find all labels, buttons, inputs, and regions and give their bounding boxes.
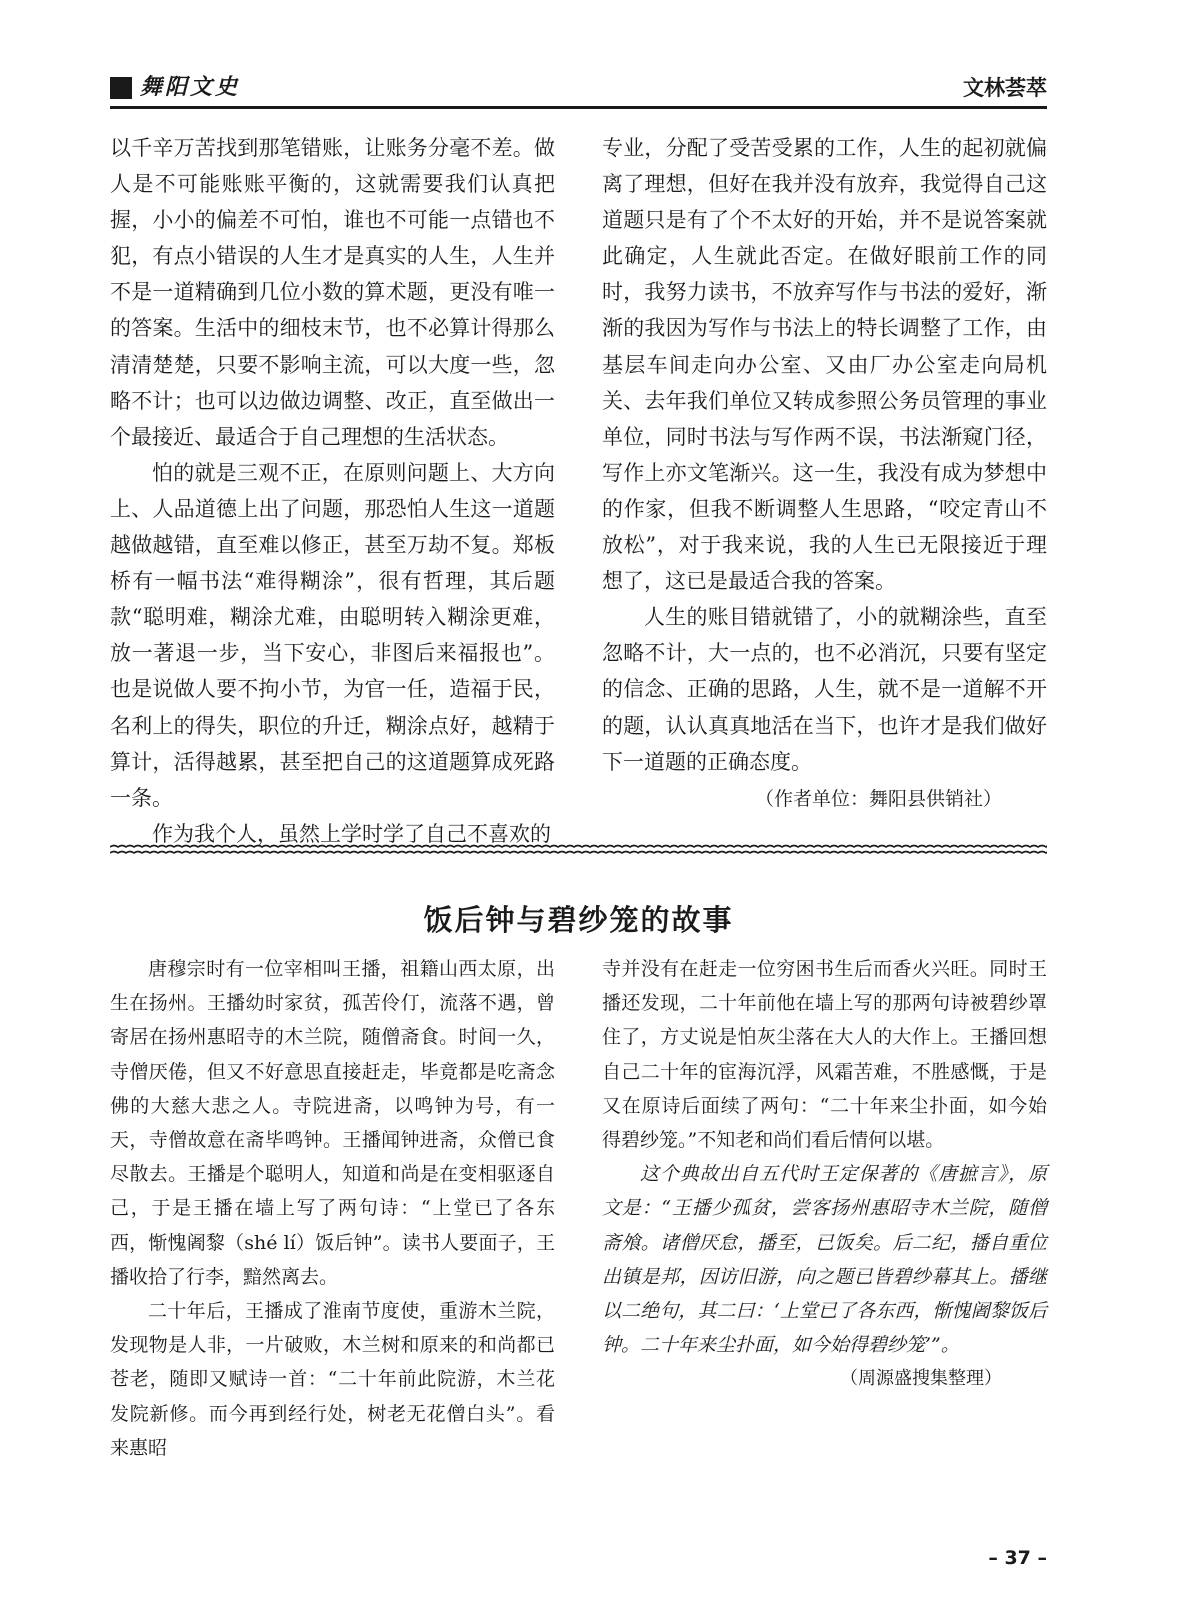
article1-right-column — [602, 130, 1047, 817]
journal-name: 舞阳文史 — [140, 75, 241, 100]
author-signature: （周源盛搜集整理） — [840, 1368, 1002, 1390]
paragraph: 唐穆宗时有一位宰相叫王播，祖籍山西太原，出生在扬州。王播幼时家贫，孤苦伶仃，流落不遇，曾寄居在扬州惠昭寺的木兰院，随僧斋食。时间一久，寺僧厌倦，但又不好意思直接赶走，毕竟都是吃斋念佛的大慈大悲之人。寺院进斋，以鸣钟为号，有一天，寺僧故意在斋毕鸣钟。王播闻钟进斋，众僧已食尽散去。王播是个聪明人，知道和尚是在变相驱逐自己，于是王播在墙上写了两句诗：“上堂已了各东西，惭愧阇黎（shé lí）饭后钟”。读书人要面子，王播收拾了行李，黯然离去。 — [110, 958, 555, 1288]
paragraph: 怕的就是三观不正，在原则问题上、大方向上、人品道德上出了问题，那恐怕人生这一道题越做越错，直至难以修正，甚至万劫不复。郑板桥有一幅书法“难得糊涂”，很有哲理，其后题款“聪明难，糊涂尤难，由聪明转入糊涂更难，放一著退一步，当下安心，非图后来福报也”。也是说做人要不拘小节，为官一任，造福于民，名利上的得失，职位的升迁，糊涂点好，越精于算计，活得越累，甚至把自己的这道题算成死路一条。 — [110, 460, 555, 810]
header-rule — [110, 106, 1047, 109]
paragraph: 人生的账目错就错了，小的就糊涂些，直至忽略不计，大一点的，也不必消沉，只要有坚定的信念、正确的思路，人生，就不是一道解不开的题，认认真真地活在当下，也许才是我们做好下一道题的正确态度。 — [602, 605, 1047, 774]
paragraph: 以千辛万苦找到那笔错账，让账务分毫不差。做人是不可能账账平衡的，这就需要我们认真把握，小小的偏差不可怕，谁也不可能一点错也不犯，有点小错误的人生才是真实的人生，人生并不是一道精确到几位小数的算术题，更没有唯一的答案。生活中的细枝末节，也不必算计得那么清清楚楚，只要不影响主流，可以大度一些，忽略不计；也可以边做边调整、改正，直至做出一个最接近、最适合于自己理想的生活状态。 — [110, 136, 555, 449]
section-name: 文林荟萃 — [963, 76, 1047, 100]
article2-right-column — [602, 952, 1047, 1397]
paragraph: 二十年后，王播成了淮南节度使，重游木兰院，发现物是人非，一片破败，木兰树和原来的和尚都已苍老，随即又赋诗一首：“二十年前此院游，木兰花发院新修。而今再到经行处，树老无花僧白头”。看来惠昭 — [110, 1300, 555, 1459]
paragraph: 寺并没有在赶走一位穷困书生后而香火兴旺。同时王播还发现，二十年前他在墙上写的那两句诗被碧纱罩住了，方丈说是怕灰尘落在大人的大作上。王播回想自己二十年的宦海沉浮，风霜苦难，不胜感慨，于是又在原诗后面续了两句：“二十年来尘扑面，如今始得碧纱笼。”不知老和尚们看后情何以堪。 — [602, 958, 1047, 1152]
article2-left-column — [110, 952, 555, 1465]
wavy-divider — [110, 843, 1047, 857]
header-square-mark — [110, 77, 132, 99]
author-signature: （作者单位：舞阳县供销社） — [754, 787, 1002, 810]
article-title: 饭后钟与碧纱笼的故事 — [423, 903, 734, 937]
paragraph: 这个典故出自五代时王定保著的《唐摭言》，原文是：“王播少孤贫，尝客扬州惠昭寺木兰院，随僧斋飧。诸僧厌怠，播至，已饭矣。后二纪，播自重位出镇是邦，因访旧游，向之题已皆碧纱幕其上。播继以二绝句，其二曰：‘上堂已了各东西，惭愧阇黎饭后钟。二十年来尘扑面，如今始得碧纱笼’”。 — [602, 1163, 1047, 1357]
running-header — [110, 74, 1047, 104]
article1-left-column — [110, 130, 555, 852]
page-number: – 37 – — [988, 1547, 1047, 1569]
paragraph: 作为我个人，虽然上学时学了自己不喜欢的 — [152, 821, 551, 846]
paragraph: 专业，分配了受苦受累的工作，人生的起初就偏离了理想，但好在我并没有放弃，我觉得自己这道题只是有了个不太好的开始，并不是说答案就此确定，人生就此否定。在做好眼前工作的同时，我努力读书，不放弃写作与书法的爱好，渐渐的我因为写作与书法上的特长调整了工作，由基层车间走向办公室、又由厂办公室走向局机关、去年我们单位又转成参照公务员管理的事业单位，同时书法与写作两不误，书法渐窥门径，写作上亦文笔渐兴。这一生，我没有成为梦想中的作家，但我不断调整人生思路，“咬定青山不放松”，对于我来说，我的人生已无限接近于理想了，这已是最适合我的答案。 — [602, 136, 1047, 594]
